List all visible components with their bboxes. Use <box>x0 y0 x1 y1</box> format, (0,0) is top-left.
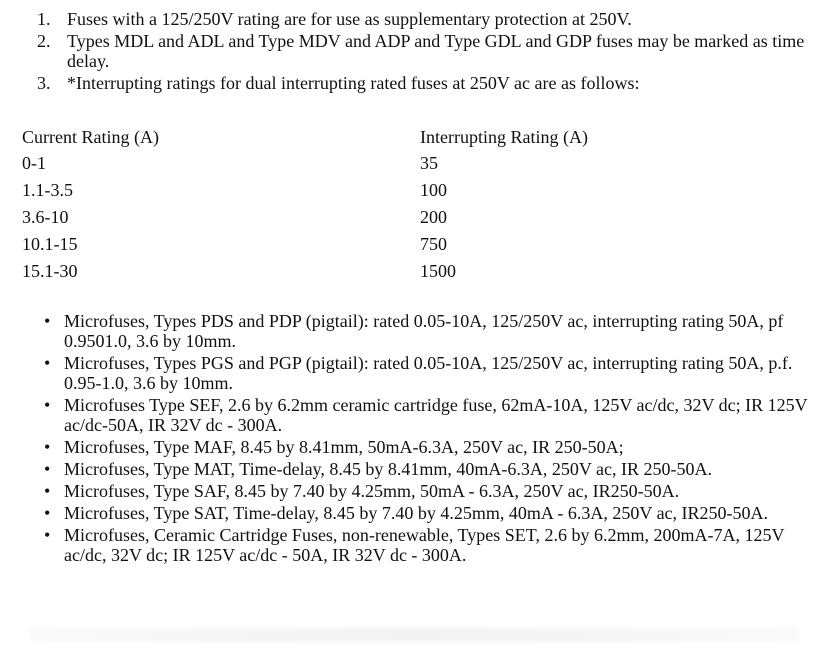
note-text: Fuses with a 125/250V rating are for use as supplementary protection at 250V. <box>67 9 632 29</box>
numbered-notes <box>37 9 817 93</box>
interrupting-rating-cell: 750 <box>420 234 447 254</box>
bullet-text: Microfuses, Type MAF, 8.45 by 8.41mm, 50mA-6.3A, 250V ac, IR 250-50A; <box>64 437 624 457</box>
bullet-icon: • <box>44 503 51 523</box>
bullet-text: Microfuses, Type MAT, Time-delay, 8.45 by 8.41mm, 40mA-6.3A, 250V ac, IR 250-50A. <box>64 459 713 479</box>
column-header-current-rating: Current Rating (A) <box>22 127 159 147</box>
list-item <box>44 503 816 523</box>
interrupting-rating-cell: 200 <box>420 207 447 227</box>
note-item <box>37 31 817 71</box>
bullet-icon: • <box>44 311 51 331</box>
list-item <box>44 459 816 479</box>
table-row <box>22 180 622 207</box>
current-rating-cell: 10.1-15 <box>22 234 78 254</box>
table-header-row <box>22 127 622 153</box>
current-rating-cell: 3.6-10 <box>22 207 69 227</box>
interrupting-rating-cell: 35 <box>420 153 438 173</box>
bullet-text: Microfuses, Type SAF, 8.45 by 7.40 by 4.25mm, 50mA - 6.3A, 250V ac, IR250-50A. <box>64 481 680 501</box>
note-number: 2. <box>37 31 51 51</box>
current-rating-cell: 1.1-3.5 <box>22 180 73 200</box>
bullet-icon: • <box>44 353 51 373</box>
bullet-icon: • <box>44 525 51 545</box>
interrupting-rating-cell: 1500 <box>420 261 456 281</box>
list-item <box>44 437 816 457</box>
interrupting-rating-table <box>22 127 622 288</box>
bullet-text: Microfuses, Ceramic Cartridge Fuses, non-renewable, Types SET, 2.6 by 6.2mm, 200mA-7A, 125V ac/dc, 32V dc; IR 125V ac/dc - 50A, IR 32V dc - 300A. <box>64 525 785 565</box>
list-item <box>44 311 816 351</box>
current-rating-cell: 0-1 <box>22 153 46 173</box>
list-item <box>44 353 816 393</box>
note-number: 3. <box>37 73 51 93</box>
list-item <box>44 481 816 501</box>
note-text: *Interrupting ratings for dual interrupting rated fuses at 250V ac are as follows: <box>67 73 640 93</box>
note-number: 1. <box>37 9 51 29</box>
scan-artifact <box>30 628 800 642</box>
bullet-text: Microfuses, Types PGS and PGP (pigtail): rated 0.05-10A, 125/250V ac, interrupting rating 50A, p.f. 0.95-1.0, 3.6 by 10mm. <box>64 353 793 393</box>
bullet-icon: • <box>44 395 51 415</box>
current-rating-cell: 15.1-30 <box>22 261 78 281</box>
note-text: Types MDL and ADL and Type MDV and ADP and Type GDL and GDP fuses may be marked as time delay. <box>67 31 805 71</box>
bullet-icon: • <box>44 437 51 457</box>
list-item <box>44 525 816 565</box>
microfuse-bullet-list <box>44 311 816 567</box>
bullet-text: Microfuses, Type SAT, Time-delay, 8.45 by 7.40 by 4.25mm, 40mA - 6.3A, 250V ac, IR250-50A. <box>64 503 769 523</box>
bullet-icon: • <box>44 481 51 501</box>
table-row <box>22 234 622 261</box>
bullet-text: Microfuses, Types PDS and PDP (pigtail): rated 0.05-10A, 125/250V ac, interrupting rating 50A, pf 0.9501.0, 3.6 by 10mm. <box>64 311 784 351</box>
bullet-icon: • <box>44 459 51 479</box>
list-item <box>44 395 816 435</box>
table-row <box>22 261 622 288</box>
column-header-interrupting-rating: Interrupting Rating (A) <box>420 127 588 147</box>
note-item <box>37 73 817 93</box>
interrupting-rating-cell: 100 <box>420 180 447 200</box>
note-item <box>37 9 817 29</box>
table-row <box>22 207 622 234</box>
table-row <box>22 153 622 180</box>
bullet-text: Microfuses Type SEF, 2.6 by 6.2mm ceramic cartridge fuse, 62mA-10A, 125V ac/dc, 32V dc; IR 125V ac/dc-50A, IR 32V dc - 300A. <box>64 395 808 435</box>
